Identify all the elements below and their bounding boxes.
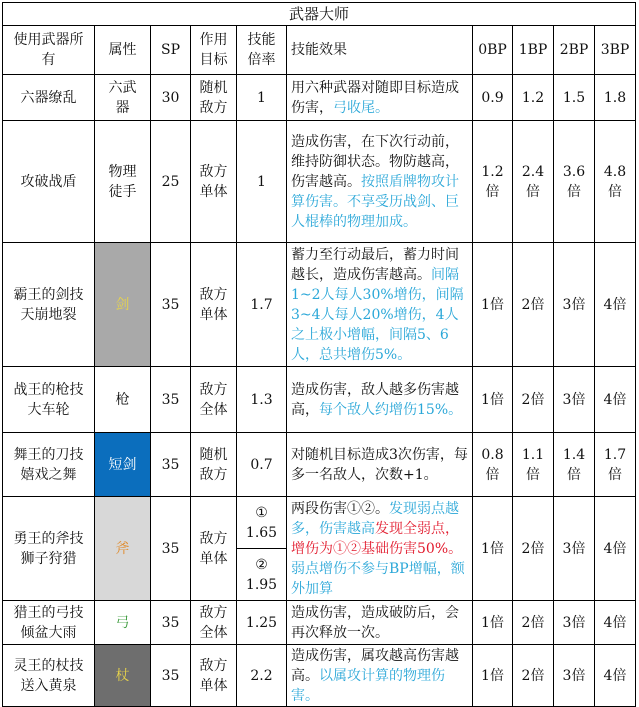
skill-sp: 25: [151, 121, 191, 243]
bp1-value: 2倍: [513, 497, 554, 601]
skill-mult: 1: [237, 75, 287, 121]
bp1-value: 2倍: [513, 243, 554, 367]
title-row: [3, 3, 636, 26]
skill-attr-staff: 杖: [95, 645, 151, 707]
skill-name: 霸王的剑技天崩地裂: [3, 243, 95, 367]
skill-mult: 1.3: [237, 367, 287, 433]
skill-attr: 枪: [95, 367, 151, 433]
table-row: [3, 367, 636, 433]
bp0-value: 1倍: [473, 645, 513, 707]
skill-effect: [287, 497, 473, 601]
skill-name: 勇王的斧技狮子狩猎: [3, 497, 95, 601]
bp2-value: 3倍: [554, 645, 595, 707]
bp3-value: 1.7倍: [595, 433, 636, 497]
effect-warning: 发现全弱点，增伤为①②基础伤害50%。: [291, 520, 463, 557]
skill-effect: [287, 645, 473, 707]
effect-note: 弓收尾。: [333, 99, 389, 116]
bp0-value: 1倍: [473, 497, 513, 601]
weapon-master-table: [2, 2, 636, 707]
skill-mult-first: ① 1.65: [237, 497, 287, 549]
table-title: 武器大师: [3, 3, 636, 26]
skill-sp: 35: [151, 433, 191, 497]
skill-attr: 六武器: [95, 75, 151, 121]
skill-sp: 35: [151, 367, 191, 433]
effect-note-2: 弱点增伤不参与BP增幅，额外加算: [291, 560, 465, 597]
skill-attr-bow: 弓: [95, 601, 151, 645]
header-attr: 属性: [95, 26, 151, 75]
bp1-value: 2倍: [513, 645, 554, 707]
effect-note: 间隔1~2人每人30%增伤，间隔3~4人每人20%增伤，4人之上极小增幅，间隔5、6人，总共增伤5%。: [291, 266, 464, 363]
skill-effect: [287, 601, 473, 645]
skill-target: 敌方单体: [191, 243, 237, 367]
skill-effect: [287, 367, 473, 433]
effect-text: 造成伤害，属攻越高伤害越高。: [291, 647, 459, 684]
table-row: [3, 121, 636, 243]
bp0-value: 1倍: [473, 243, 513, 367]
header-2bp: 2BP: [554, 26, 595, 75]
bp3-value: 4倍: [595, 367, 636, 433]
table-row: [3, 243, 636, 367]
header-3bp: 3BP: [595, 26, 636, 75]
bp3-value: 4倍: [595, 645, 636, 707]
skill-effect: [287, 243, 473, 367]
skill-attr: 物理徒手: [95, 121, 151, 243]
effect-note: 按照盾牌物攻计算伤害。不享受历战剑、巨人棍棒的物理加成。: [291, 173, 459, 230]
skill-name: 舞王的刀技嬉戏之舞: [3, 433, 95, 497]
effect-text: 造成伤害，造成破防后，会再次释放一次。: [291, 604, 459, 641]
effect-text: 对随机目标造成3次伤害，每多一名敌人，次数+1。: [291, 446, 468, 483]
bp1-value: 1.2: [513, 75, 554, 121]
bp0-value: 1倍: [473, 367, 513, 433]
header-mult: 技能倍率: [237, 26, 287, 75]
skill-attr-dagger: 短剑: [95, 433, 151, 497]
header-user: 使用武器所有: [3, 26, 95, 75]
bp2-value: 3倍: [554, 367, 595, 433]
skill-sp: 35: [151, 497, 191, 601]
skill-sp: 30: [151, 75, 191, 121]
skill-mult: 0.7: [237, 433, 287, 497]
skill-attr-sword: 剑: [95, 243, 151, 367]
table-row: [3, 75, 636, 121]
skill-name: 战王的枪技大车轮: [3, 367, 95, 433]
skill-target: 随机敌方: [191, 433, 237, 497]
skill-mult: 2.2: [237, 645, 287, 707]
skill-sp: 35: [151, 601, 191, 645]
effect-text: 造成伤害，在下次行动前，维持防御状态。物防越高，伤害越高。: [291, 133, 459, 190]
bp2-value: 3.6倍: [554, 121, 595, 243]
skill-target: 敌方单体: [191, 497, 237, 601]
skill-sp: 35: [151, 645, 191, 707]
skill-mult: 1: [237, 121, 287, 243]
bp2-value: 3倍: [554, 601, 595, 645]
effect-text: 造成伤害，敌人越多伤害越高，: [291, 381, 459, 418]
table-row: [3, 645, 636, 707]
skill-sp: 35: [151, 243, 191, 367]
bp0-value: 0.8倍: [473, 433, 513, 497]
skill-effect: [287, 75, 473, 121]
bp1-value: 2.4倍: [513, 121, 554, 243]
effect-text: 两段伤害①②。: [291, 500, 389, 517]
bp2-value: 3倍: [554, 497, 595, 601]
bp1-value: 2倍: [513, 601, 554, 645]
skill-mult: 1.7: [237, 243, 287, 367]
header-1bp: 1BP: [513, 26, 554, 75]
bp1-value: 2倍: [513, 367, 554, 433]
weapon-master-table-wrap: [2, 2, 636, 707]
skill-target: 敌方全体: [191, 367, 237, 433]
skill-name: 猎王的弓技倾盆大雨: [3, 601, 95, 645]
skill-effect: [287, 433, 473, 497]
bp3-value: 4倍: [595, 601, 636, 645]
bp2-value: 3倍: [554, 243, 595, 367]
bp0-value: 1倍: [473, 601, 513, 645]
skill-effect: [287, 121, 473, 243]
bp3-value: 1.8: [595, 75, 636, 121]
skill-name: 六器缭乱: [3, 75, 95, 121]
bp1-value: 1.1倍: [513, 433, 554, 497]
skill-attr-axe: 斧: [95, 497, 151, 601]
skill-mult: 1.25: [237, 601, 287, 645]
header-target: 作用目标: [191, 26, 237, 75]
table-row: [3, 433, 636, 497]
bp3-value: 4倍: [595, 243, 636, 367]
bp2-value: 1.4倍: [554, 433, 595, 497]
effect-text: 用六种武器对随即目标造成伤害，: [291, 79, 459, 116]
effect-note: 每个敌人约增伤15%。: [319, 401, 463, 418]
skill-name: 攻破战盾: [3, 121, 95, 243]
skill-name: 灵王的杖技送入黄泉: [3, 645, 95, 707]
bp0-value: 0.9: [473, 75, 513, 121]
header-sp: SP: [151, 26, 191, 75]
header-effect: 技能效果: [287, 26, 473, 75]
skill-target: 敌方单体: [191, 121, 237, 243]
header-row: [3, 26, 636, 75]
effect-note: 发现弱点越多，伤害越高: [291, 500, 459, 537]
bp2-value: 1.5: [554, 75, 595, 121]
skill-mult-second: ② 1.95: [237, 549, 287, 601]
table-row: [3, 601, 636, 645]
table-row: [3, 497, 636, 549]
bp3-value: 4.8倍: [595, 121, 636, 243]
skill-target: 敌方全体: [191, 601, 237, 645]
skill-target: 敌方单体: [191, 645, 237, 707]
bp3-value: 4倍: [595, 497, 636, 601]
effect-text: 蓄力至行动最后，蓄力时间越长，造成伤害越高。: [291, 246, 459, 283]
header-0bp: 0BP: [473, 26, 513, 75]
skill-target: 随机敌方: [191, 75, 237, 121]
effect-note: 以属攻计算的物理伤害。: [291, 667, 445, 704]
bp0-value: 1.2倍: [473, 121, 513, 243]
